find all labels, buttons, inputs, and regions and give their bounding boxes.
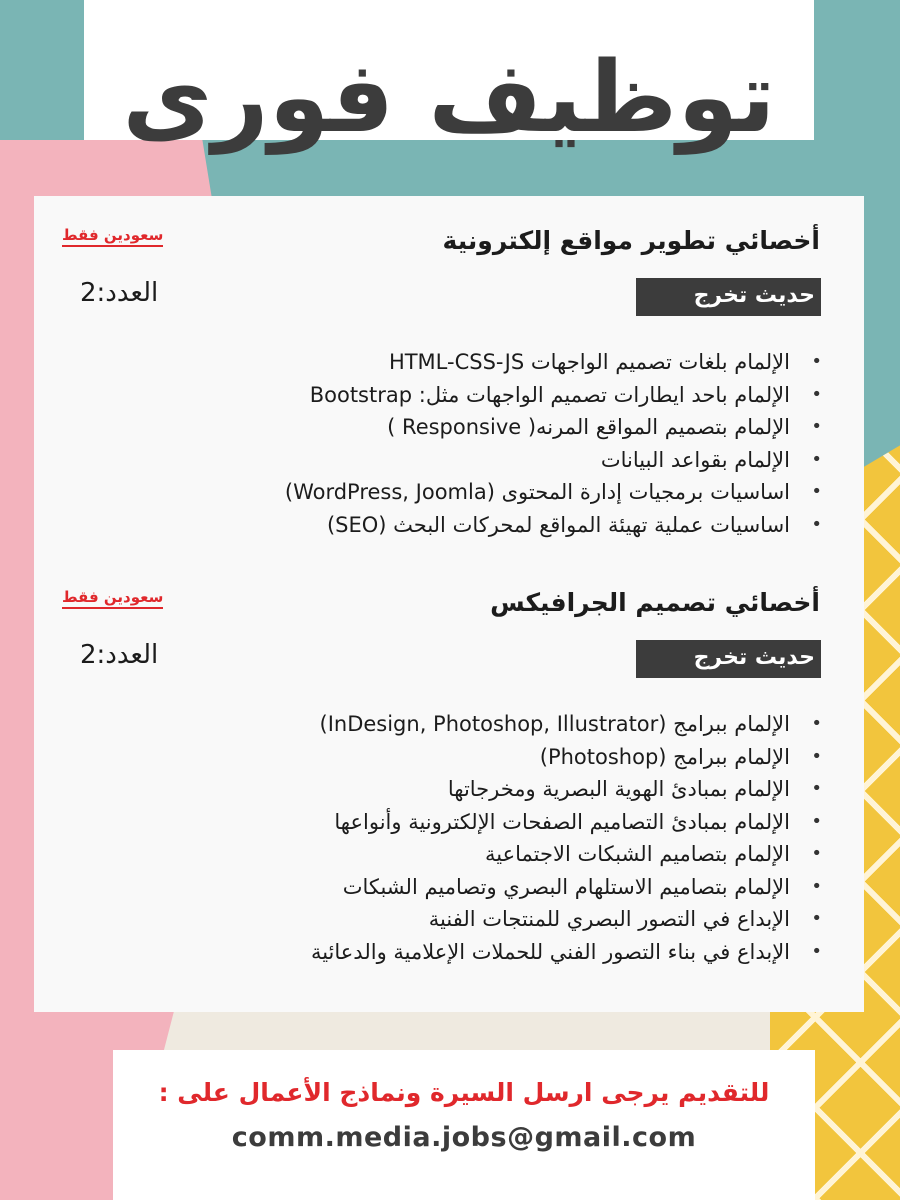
- bullet-icon: •: [811, 778, 822, 799]
- jobs-card: [34, 196, 864, 1012]
- requirement-item: • اساسيات عملية تهيئة المواقع لمحركات البحث (SEO): [142, 509, 822, 542]
- requirement-item: • الإلمام باحد ايطارات تصميم الواجهات مثل: Bootstrap: [142, 379, 822, 412]
- requirement-item: • الإلمام بتصاميم الاستلهام البصري وتصاميم الشبكات: [142, 871, 822, 904]
- job-title: أخصائي تصميم الجرافيكس: [490, 588, 820, 617]
- requirement-item: • الإلمام بقواعد البيانات: [142, 444, 822, 477]
- requirements-list: [142, 346, 822, 541]
- bullet-icon: •: [811, 843, 822, 864]
- experience-level-badge: حديث تخرج: [636, 640, 821, 678]
- bullet-icon: •: [811, 908, 822, 929]
- requirements-list: [142, 708, 822, 968]
- contact-email-link[interactable]: comm.media.jobs@gmail.com: [231, 1122, 697, 1153]
- bullet-icon: •: [811, 713, 822, 734]
- bullet-icon: •: [811, 875, 822, 897]
- apply-instructions: للتقديم يرجى ارسل السيرة ونماذج الأعمال على :: [158, 1078, 770, 1107]
- bullet-icon: •: [811, 481, 822, 502]
- bullet-icon: •: [811, 383, 822, 405]
- openings-count: العدد:2: [80, 278, 159, 308]
- bullet-icon: •: [811, 745, 822, 767]
- requirement-item: • الإلمام بمبادئ الهوية البصرية ومخرجاتها: [142, 773, 822, 806]
- bullet-icon: •: [811, 351, 822, 372]
- bullet-icon: •: [811, 940, 822, 962]
- requirement-item: • الإلمام بمبادئ التصاميم الصفحات الإلكترونية وأنواعها: [142, 806, 822, 839]
- saudi-only-label: سعودين فقط: [62, 588, 163, 609]
- openings-count: العدد:2: [80, 640, 159, 670]
- page-title: توظيف فورى: [122, 41, 776, 155]
- requirement-item: • اساسيات برمجيات إدارة المحتوى (WordPress, Joomla): [142, 476, 822, 509]
- bullet-icon: •: [811, 448, 822, 470]
- requirement-item: • الإبداع في التصور البصري للمنتجات الفنية: [142, 903, 822, 936]
- requirement-item: • الإلمام ببرامج (Photoshop): [142, 741, 822, 774]
- title-banner: [84, 0, 814, 155]
- saudi-only-label: سعودين فقط: [62, 226, 163, 247]
- experience-level-badge: حديث تخرج: [636, 278, 821, 316]
- requirement-item: • الإلمام بتصاميم الشبكات الاجتماعية: [142, 838, 822, 871]
- bullet-icon: •: [811, 810, 822, 832]
- requirement-item: • الإبداع في بناء التصور الفني للحملات الإعلامية والدعائية: [142, 936, 822, 969]
- requirement-item: • الإلمام بتصميم المواقع المرنه( Responsive ): [142, 411, 822, 444]
- bullet-icon: •: [811, 416, 822, 437]
- bullet-icon: •: [811, 513, 822, 535]
- requirement-item: • الإلمام بلغات تصميم الواجهات HTML-CSS-JS: [142, 346, 822, 379]
- apply-footer: [113, 1050, 815, 1200]
- requirement-item: • الإلمام ببرامج (InDesign, Photoshop, Illustrator): [142, 708, 822, 741]
- job-title: أخصائي تطوير مواقع إلكترونية: [442, 226, 820, 255]
